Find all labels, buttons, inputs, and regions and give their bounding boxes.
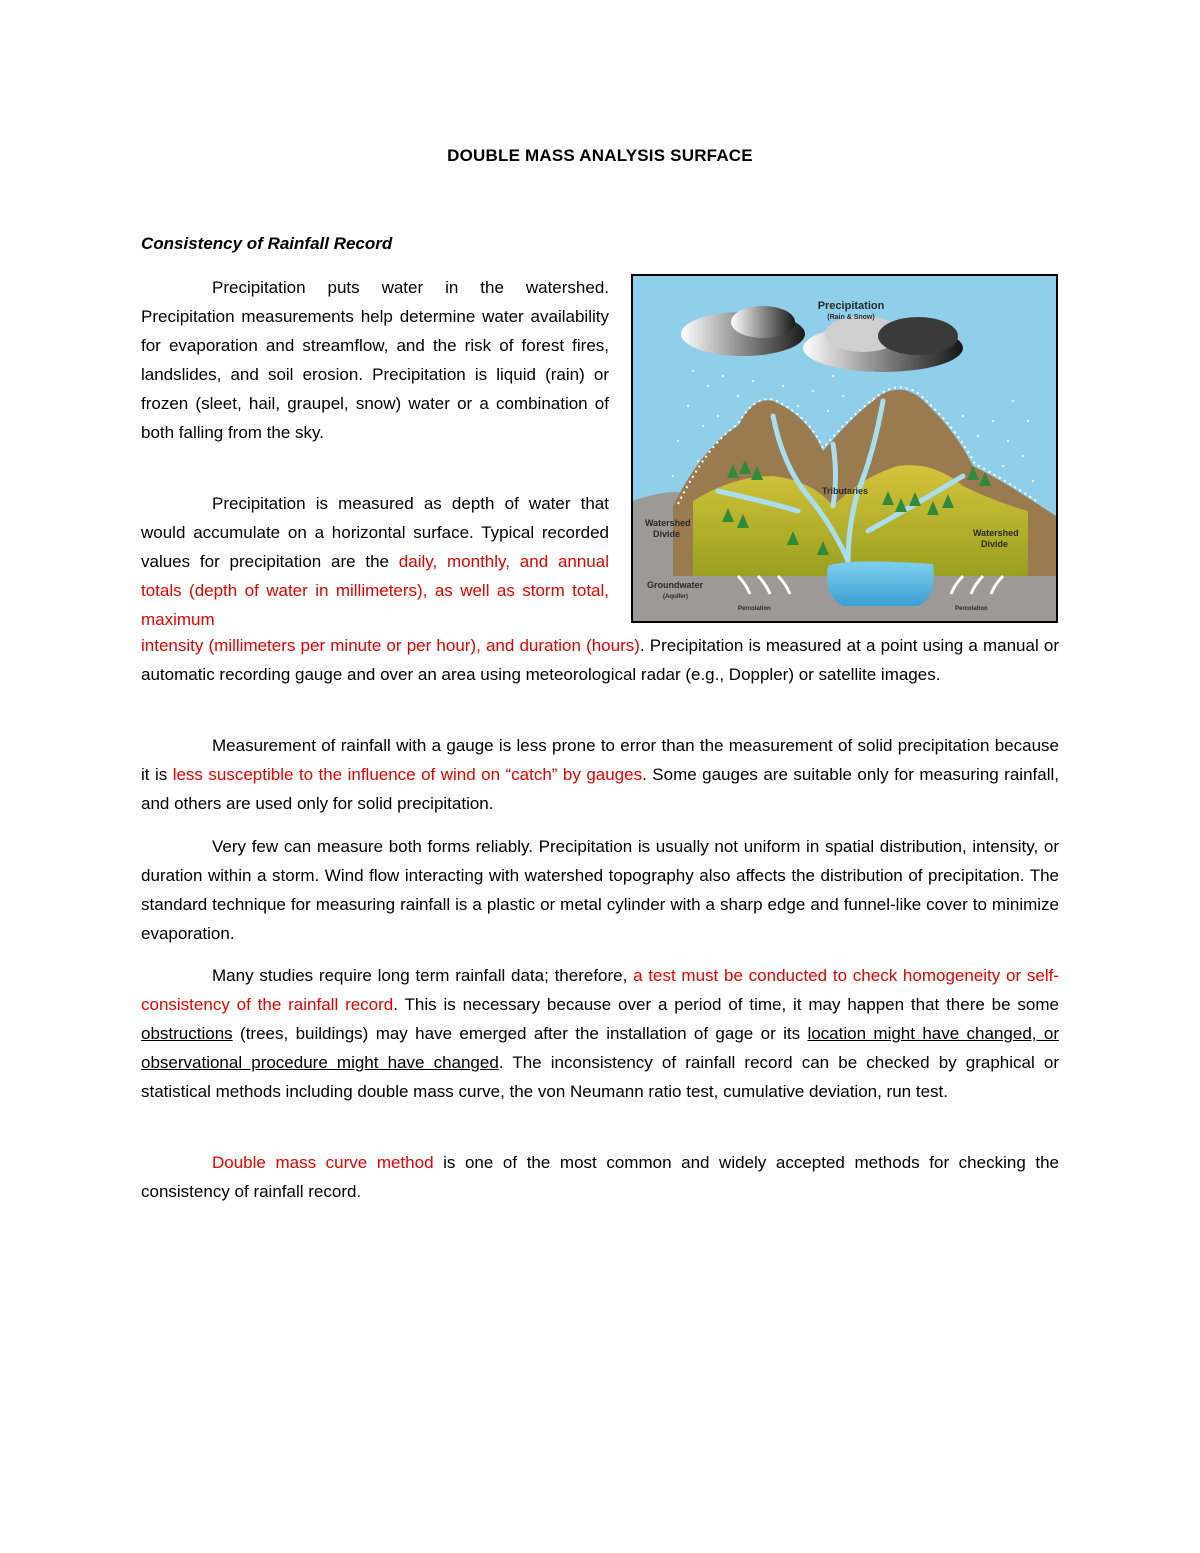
- paragraph-measurement-forms: [141, 832, 1059, 948]
- underlined-text: obstructions: [141, 1024, 233, 1043]
- watershed-illustration: [633, 276, 1056, 621]
- figure-label-percolation-right: Percolation: [955, 606, 988, 612]
- paragraph-measurement-narrow: [141, 489, 609, 634]
- paragraph-text: . Precipitation is measured at a point using a manual or automatic recording gauge and over an area using meteorological radar (e.g., Doppler) or satellite images.: [141, 636, 1060, 684]
- figure-label-watershed-left: Watershed: [645, 518, 691, 528]
- paragraph-gauge-error: [141, 731, 1059, 818]
- paragraph-text: Precipitation puts water in the watershed. Precipitation measurements help determine water availability for evaporation and streamflow, and the risk of forest fires, landslides, and soil erosion. Precipitation is liquid (rain) or frozen (sleet, hail, graupel, snow) water or a combination of both falling from the sky.: [141, 278, 609, 442]
- highlighted-text: Double mass curve method: [212, 1153, 434, 1172]
- lake: [827, 561, 934, 606]
- highlighted-text: daily, monthly, and annual totals (depth of water in millimeters), as well as storm total, maximum: [141, 552, 609, 629]
- figure-label-rain-snow: (Rain & Snow): [827, 314, 875, 321]
- highlighted-text: intensity (millimeters per minute or per hour), and duration (hours): [141, 636, 640, 655]
- figure-label-precipitation: Precipitation: [817, 300, 885, 312]
- highlighted-text: a test must be conducted to check homogeneity or self-consistency of the rainfall record: [141, 966, 1059, 1014]
- section-heading: Consistency of Rainfall Record: [141, 234, 393, 253]
- figure-label-tributaries: Tributaries: [821, 486, 869, 496]
- watershed-figure: [631, 274, 1058, 623]
- paragraph-text: (trees, buildings) may have emerged after the installation of gage or its: [232, 1024, 808, 1043]
- figure-label-aquifer: (Aquifer): [663, 594, 688, 600]
- paragraph-text: Many studies require long term rainfall data; therefore,: [212, 966, 634, 985]
- underlined-text: location might have changed, or observational procedure might have changed: [141, 1024, 1059, 1072]
- paragraph-text: . This is necessary because over a period of time, it may happen that there be some: [393, 995, 1059, 1014]
- figure-label-divide-right: Divide: [981, 539, 1009, 549]
- paragraph-text: . The inconsistency of rainfall record can be checked by graphical or statistical methods including double mass curve, the von Neumann ratio test, cumulative deviation, run test.: [141, 1053, 1059, 1101]
- paragraph-text: Very few can measure both forms reliably. Precipitation is usually not uniform in spatial distribution, intensity, or duration within a storm. Wind flow interacting with watershed topography also affects the distribution of precipitation. The standard technique for measuring rainfall is a plastic or metal cylinder with a sharp edge and funnel-like cover to minimize evaporation.: [141, 837, 1059, 943]
- document-title: DOUBLE MASS ANALYSIS SURFACE: [447, 146, 753, 165]
- figure-label-divide-left: Divide: [653, 529, 681, 539]
- figure-label-groundwater: Groundwater: [647, 580, 704, 590]
- paragraph-text: Measurement of rainfall with a gauge is less prone to error than the measurement of solid precipitation because it is: [141, 736, 1059, 784]
- paragraph-text: Precipitation is measured as depth of water that would accumulate on a horizontal surface. Typical recorded values for precipitation are the: [141, 494, 609, 571]
- figure-label-watershed-right: Watershed: [973, 528, 1019, 538]
- paragraph-text: is one of the most common and widely accepted methods for checking the consistency of rainfall record.: [141, 1153, 1059, 1201]
- paragraph-double-mass-curve: [141, 1148, 1059, 1206]
- paragraph-consistency-test: [141, 961, 1059, 1106]
- paragraph-text: . Some gauges are suitable only for measuring rainfall, and others are used only for solid precipitation.: [141, 765, 1059, 813]
- highlighted-text: less susceptible to the influence of wind on “catch” by gauges: [172, 765, 643, 784]
- figure-label-percolation-left: Percolation: [738, 606, 771, 612]
- paragraph-measurement-continued: [141, 631, 1059, 689]
- paragraph-precipitation-intro: [141, 273, 609, 447]
